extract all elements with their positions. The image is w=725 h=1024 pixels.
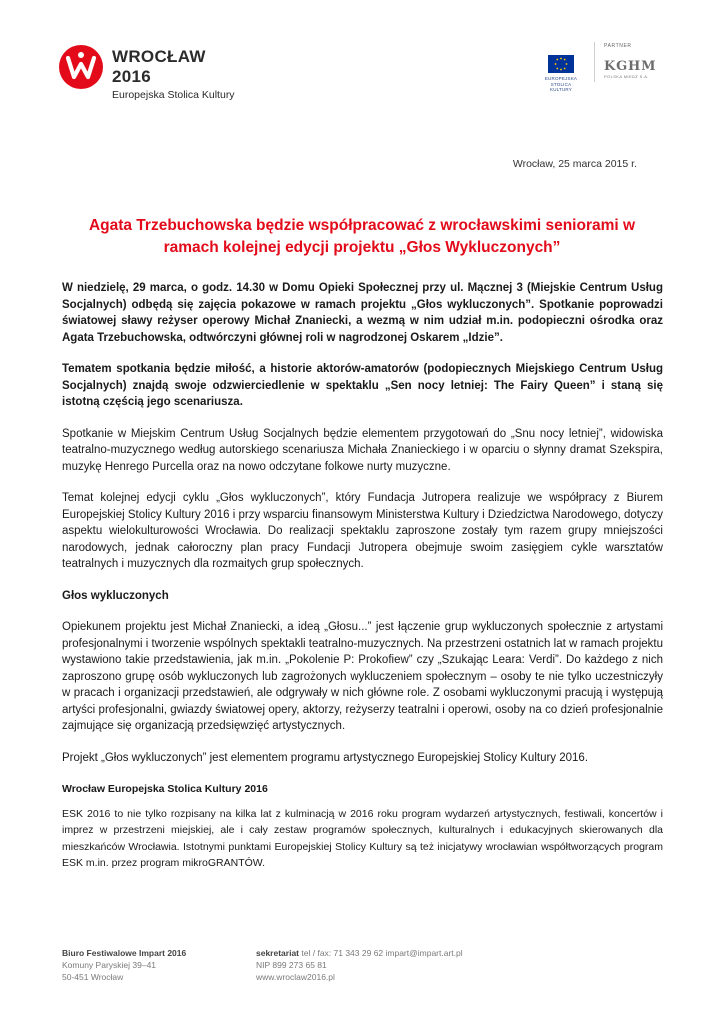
partner-divider: [594, 42, 595, 82]
paragraph-5: ESK 2016 to nie tylko rozpisany na kilka lat z kulminacją w 2016 roku program wydarzeń artystycznych, festiwali, koncertów i imprez w przestrzeni miejskiej, ale i cały zestaw programów społecznych, kulturalnych i edukacyjnych skierowanych dla mieszkańców Wrocławia. Istotnymi punktami Europejskiej Stolicy Kultury są też inicjatywy wrocławian współtworzących program ESK m.in. przez program mikroGRANTÓW.: [62, 807, 663, 869]
partner-block: [604, 43, 674, 79]
footer-address: [62, 947, 186, 983]
section-heading-glos: Głos wykluczonych: [62, 589, 169, 602]
paragraph-4: Projekt „Głos wykluczonych” jest elementem programu artystycznego Europejskiej Stolicy Kultury 2016.: [62, 751, 589, 764]
partner-logo-text: KGHM: [604, 59, 657, 74]
footer-secretariat-contact[interactable]: tel / fax: 71 343 29 62 impart@impart.art.pl: [301, 948, 463, 958]
lead-paragraph-2: Tematem spotkania będzie miłość, a historie aktorów-amatorów (podopiecznych Miejskiego Centrum Usług Socjalnych) znajdą swoje odzwierciedlenie w spektaklu „Sen nocy letniej: The Fairy Queen” i staną się istotną częścią jego scenariusza.: [62, 363, 663, 408]
footer-city: 50-451 Wrocław: [62, 972, 124, 982]
logo-subtitle: Europejska Stolica Kultury: [112, 89, 235, 101]
logo-title: WROCŁAW 2016: [112, 47, 206, 86]
footer-org: Biuro Festiwalowe Impart 2016: [62, 948, 187, 958]
press-release-title: Agata Trzebuchowska będzie współpracować z wrocławskimi seniorami w ramach kolejnej edycji projektu „Głos Wykluczonych”: [88, 217, 636, 256]
paragraph-2: Temat kolejnej edycji cyklu „Głos wykluczonych”, który Fundacja Jutropera realizuje we współpracy z Biurem Europejskiej Stolicy Kultury 2016 i przy wsparciu finansowym Ministerstwa Kultury i Dziedzictwa Narodowego, dotyczy aspektu wielokulturowości Wrocławia. Do realizacji spektaklu zaproszone zostały tym razem grupy mniejszości narodowych, jednak całoroczny plan pracy Fundacji Jutropera obejmuje swoim zasięgiem cykle warsztatów teatralnych i muzycznych dla rozmaitych grup społecznych.: [62, 492, 663, 570]
eu-emblem: [541, 55, 581, 93]
partner-logo-subtext: POLSKA MIEDŹ S.A.: [604, 74, 649, 79]
press-release-body: [62, 280, 663, 887]
paragraph-1: Spotkanie w Miejskim Centrum Usług Socjalnych będzie elementem przygotowań do „Snu nocy letniej”, widowiska teatralno-muzycznego według autorskiego scenariusza Michała Znanieckiego i w oparciu o słynny dramat Szekspira, muzykę Henrego Purcella oraz na nowo odczytane folkowe nurty muzyczne.: [62, 427, 663, 473]
footer-contact: [256, 947, 463, 983]
wroclaw-2016-logo: [58, 44, 238, 101]
press-release-date: Wrocław, 25 marca 2015 r.: [512, 158, 637, 170]
footer-secretariat-label: sekretariat: [256, 948, 300, 958]
footer-web-link[interactable]: www.wroclaw2016.pl: [256, 972, 335, 982]
eu-flag-icon: [548, 55, 574, 73]
eu-text-line1: EUROPEJSKA: [544, 76, 578, 81]
footer-nip: NIP 899 273 65 81: [256, 960, 327, 970]
lead-paragraph-1: W niedzielę, 29 marca, o godz. 14.30 w Domu Opieki Społecznej przy ul. Mącznej 3 (Miejskie Centrum Usług Socjalnych) odbędą się zajęcia pokazowe w ramach projektu „Głos wykluczonych”. Spotkanie poprowadzi światowej sławy reżyser operowy Michał Znaniecki, a wezmą w nim udział m.in. podopieczni ośrodka oraz Agata Trzebuchowska, odtwórczyni głównej roli w nagrodzonej Oskarem „Idzie”.: [62, 282, 663, 344]
paragraph-3: Opiekunem projektu jest Michał Znaniecki, a ideą „Głosu...” jest łączenie grup wykluczonych społecznie z artystami profesjonalnymi i tworzenie wspólnych spektakli teatralno-muzycznych. Na przestrzeni ostatnich lat w ramach projektu wystawiono takie przedstawienia, jak m.in. „Pokolenie P: Prokofiew” czy „Szukając Leara: Verdi”. Do każdego z nich zaproszono grupę osób wykluczonych lub zagrożonych wykluczeniem społecznym – osoby te nie tylko uczestniczyły w pracach i organizacji przedstawień, ale odgrywały w nich główne role. Z osobami wykluczonymi pracują i występują artyści profesjonalni, gwiazdy światowej opery, aktorzy, reżyserzy teatralni i operowi, osoby na co dzień profesjonalnie zajmujące się organizacją przedsięwzięć artystycznych.: [62, 621, 663, 732]
partner-label: PARTNER: [604, 43, 632, 49]
footer-street: Komuny Paryskiej 39–41: [62, 960, 157, 970]
wroclaw-2016-logo-icon: [58, 44, 104, 90]
section-heading-esk: Wrocław Europejska Stolica Kultury 2016: [62, 783, 268, 795]
eu-text-line2: STOLICA KULTURY: [550, 81, 572, 92]
